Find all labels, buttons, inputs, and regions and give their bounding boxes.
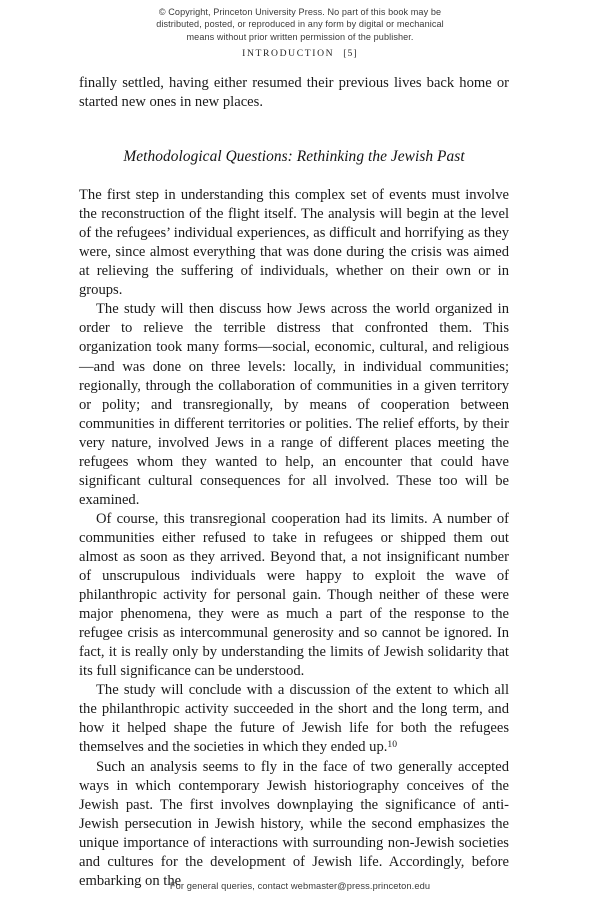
page-footer: For general queries, contact webmaster@press.princeton.edu bbox=[169, 881, 431, 891]
paragraph-such-an-analysis: Such an analysis seems to fly in the face of two generally accepted ways in which contemporary Jewish historiography conceives of the Jewish past. The first involves downplaying the significance of anti-Jewish persecution in Jewish history, while the second emphasizes the unique importance of interactions with surrounding non-Jewish societies and cultures for the development of Jewish life. Accordingly, before embarking on the bbox=[79, 758, 509, 889]
section-heading: Methodological Questions: Rethinking the Jewish Past bbox=[123, 148, 465, 166]
copyright-line-1: © Copyright, Princeton University Press. No part of this book may be bbox=[158, 7, 442, 17]
paragraph-of-course: Of course, this transregional cooperation had its limits. A number of communities either refused to take in refugees or shipped them out almost as soon as they arrived. Beyond that, a not insignificant number of unscrupulous individuals were happy to exploit the wave of philanthropic activity for personal gain. Though neither of these were major phenomena, they were as much a part of the response to the refugee crisis as intercommunal generosity and so cannot be ignored. In fact, it is really only by understanding the limits of Jewish solidarity that its full significance can be understood. bbox=[79, 510, 509, 680]
paragraph-text: The study will conclude with a discussion of the extent to which all the philanthropic activity succeeded in the short and the long term, and how it helped shape the future of Jewish life for both the refugees themselves and the societies in which they ended up. bbox=[79, 682, 509, 756]
footnote-marker[interactable]: 10 bbox=[387, 739, 398, 751]
copyright-notice bbox=[110, 6, 490, 43]
paragraph-the-study-will-conclude bbox=[79, 681, 509, 757]
main-text-block bbox=[79, 74, 509, 891]
paragraph-continued: finally settled, having either resumed their previous lives back home or started new ones in new places. bbox=[79, 75, 509, 111]
copyright-line-3: means without prior written permission of the publisher. bbox=[186, 31, 414, 42]
running-head-title: INTRODUCTION bbox=[242, 48, 335, 59]
page-folio: [5] bbox=[343, 48, 358, 59]
paragraph-first-step: The first step in understanding this complex set of events must involve the reconstruction of the flight itself. The analysis will begin at the level of the refugees’ individual experiences, as difficult and horrifying as they were, since almost everything that was done during the crisis was aimed at relieving the suffering of individuals, whether on their own or in groups. bbox=[79, 187, 509, 299]
paragraph-the-study-will-then: The study will then discuss how Jews across the world organized in order to relieve the terrible distress that confronted them. This organization took many forms—social, economic, cultural, and religious—and was done on three levels: locally, in individual communities; regionally, through the collaboration of communities in a given territory or polity; and transregionally, by means of cooperation between communities in different territories or polities. The relief efforts, by their very nature, involved Jews in a range of different places meeting the refugees whom they wanted to help, an encounter that could have significant cultural consequences for all involved. These too will be examined. bbox=[79, 301, 509, 508]
copyright-line-2: distributed, posted, or reproduced in any form by digital or mechanical bbox=[156, 19, 444, 30]
running-head bbox=[0, 48, 600, 59]
